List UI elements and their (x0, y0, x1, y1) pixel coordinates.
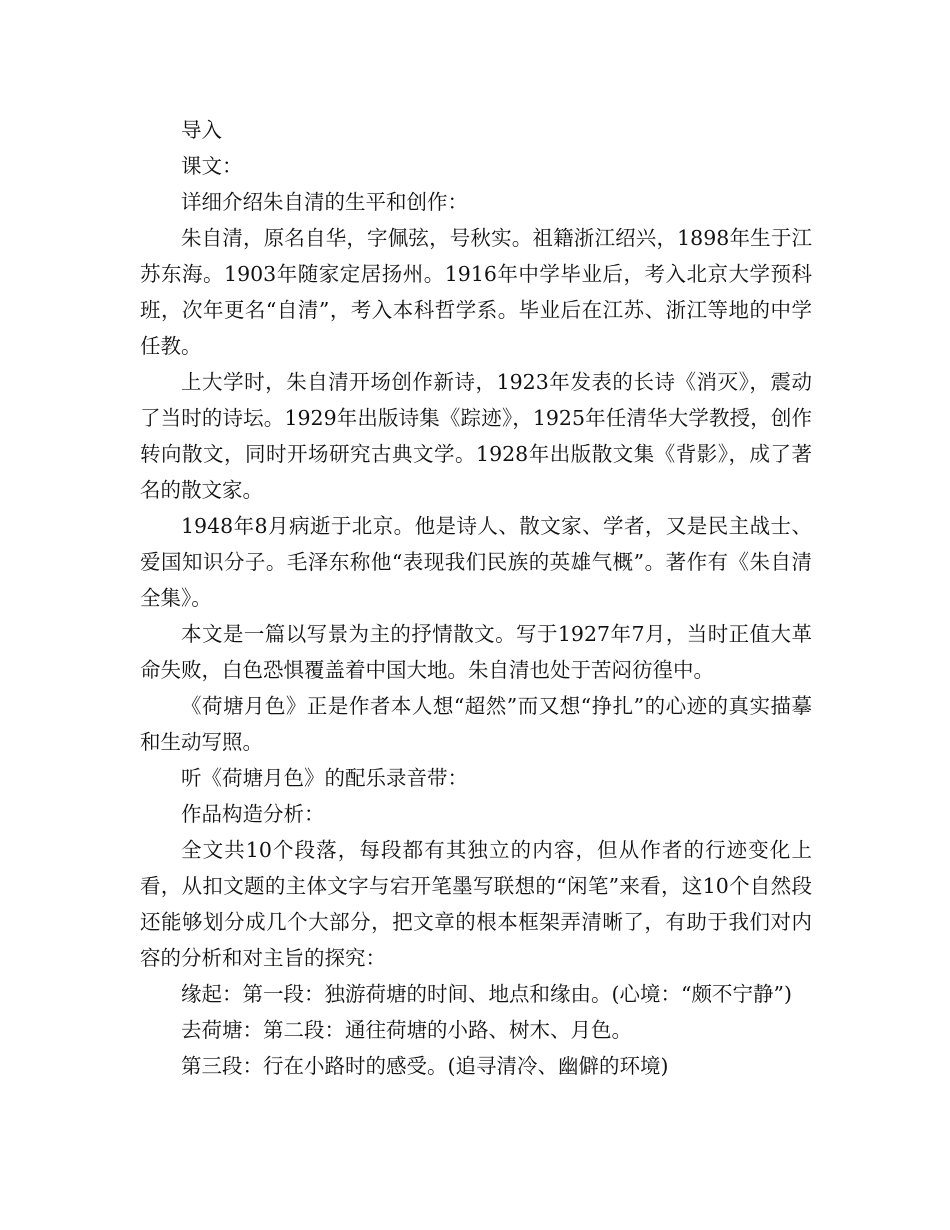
paragraph-death: 1948年8月病逝于北京。他是诗人、散文家、学者，又是民主战士、爱国知识分子。毛泽东称他“表现我们民族的英雄气概”。著作有《朱自清全集》。 (140, 514, 812, 610)
paragraph-part-feeling: 第三段：行在小路时的感受。(追寻清冷、幽僻的环境) (181, 1054, 669, 1078)
heading-structure: 作品构造分析： (181, 802, 325, 826)
heading-author-intro: 详细介绍朱自清的生平和创作： (181, 190, 468, 214)
paragraph-background: 本文是一篇以写景为主的抒情散文。写于1927年7月，当时正值大革命失败，白色恐惧覆盖着中国大地。朱自清也处于苦闷彷徨中。 (140, 622, 812, 682)
paragraph-mindset: 《荷塘月色》正是作者本人想“超然”而又想“挣扎”的心迹的真实描摹和生动写照。 (140, 694, 812, 754)
heading-listen: 听《荷塘月色》的配乐录音带： (181, 766, 468, 790)
heading-intro: 导入 (181, 118, 222, 142)
document-page (140, 112, 812, 1084)
paragraph-part-road: 去荷塘：第二段：通往荷塘的小路、树木、月色。 (181, 1018, 632, 1042)
paragraph-part-origin: 缘起：第一段：独游荷塘的时间、地点和缘由。(心境：“颇不宁静”) (181, 982, 792, 1006)
paragraph-structure-overview: 全文共10个段落，每段都有其独立的内容，但从作者的行迹变化上看，从扣文题的主体文字与宕开笔墨写联想的“闲笔”来看，这10个自然段还能够划分成几个大部分，把文章的根本框架弄清晰了，有助于我们对内容的分析和对主旨的探究： (140, 838, 812, 970)
paragraph-university: 上大学时，朱自清开场创作新诗，1923年发表的长诗《消灭》，震动了当时的诗坛。1929年出版诗集《踪迹》，1925年任清华大学教授，创作转向散文，同时开场研究古典文学。1928年出版散文集《背影》，成了著名的散文家。 (140, 370, 812, 502)
paragraph-biography: 朱自清，原名自华，字佩弦，号秋实。祖籍浙江绍兴，1898年生于江苏东海。1903年随家定居扬州。1916年中学毕业后，考入北京大学预科班，次年更名“自清”，考入本科哲学系。毕业后在江苏、浙江等地的中学任教。 (140, 226, 812, 358)
heading-text: 课文： (181, 154, 243, 178)
